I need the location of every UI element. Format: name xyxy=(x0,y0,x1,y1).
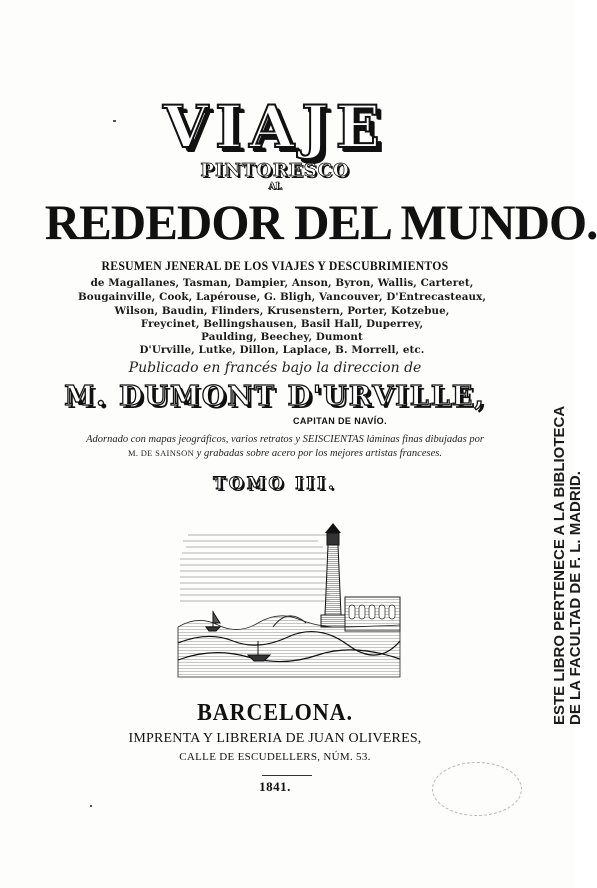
library-stamp-line1: ESTE LIBRO PERTENECE A LA BIBLIOTECA xyxy=(551,405,568,725)
author-name: M. DUMONT D'URVILLE, xyxy=(64,381,486,412)
ink-speck xyxy=(113,120,116,122)
lighthouse-engraving xyxy=(178,515,400,677)
adornado-line: Adornado con mapas jeográficos, varios retratos y SEISCIENTAS láminas finas dibujadas por xyxy=(86,434,484,445)
city: BARCELONA. xyxy=(197,700,353,726)
explorers-line: Wilson, Baudin, Flinders, Krusenstern, Porter, Kotzebue, xyxy=(114,305,450,317)
title-pintoresco: PINTORESCO xyxy=(200,160,350,181)
explorers-line: Freycinet, Bellingshausen, Basil Hall, Duperrey, xyxy=(140,318,424,330)
explorers-line: D'Urville, Lutke, Dillon, Laplace, B. Morrell, etc. xyxy=(139,344,425,356)
title-al: AL xyxy=(268,182,282,192)
resumen-heading: RESUMEN JENERAL DE LOS VIAJES Y DESCUBRIMIENTOS xyxy=(101,258,449,273)
sainson-name: M. DE SAINSON xyxy=(128,448,195,458)
library-stamp-line2: DE LA FACULTAD DE F. L. MADRID. xyxy=(567,471,584,725)
faint-oval-stamp xyxy=(432,762,522,816)
publicado-line: Publicado en francés bajo la direccion de xyxy=(128,360,422,376)
year: 1841. xyxy=(259,779,291,794)
title-viaje: VIAJE xyxy=(163,93,387,161)
library-stamp xyxy=(480,405,584,725)
author-rank: CAPITAN DE NAVÍO. xyxy=(293,416,387,426)
explorers-line: de Magallanes, Tasman, Dampier, Anson, Byron, Wallis, Carteret, xyxy=(90,277,474,289)
title-rededor-del-mundo: REDEDOR DEL MUNDO. xyxy=(44,194,597,250)
divider-rule xyxy=(262,775,312,776)
explorers-line: Bougainville, Cook, Lapérouse, G. Bligh, Vancouver, D'Entrecasteaux, xyxy=(77,291,487,303)
sainson-rest: y grabadas sobre acero por los mejores artistas franceses. xyxy=(196,448,442,459)
sainson-line xyxy=(35,448,535,459)
explorers-line: Paulding, Beechey, Dumont xyxy=(201,331,363,343)
printer: IMPRENTA Y LIBRERIA DE JUAN OLIVERES, xyxy=(128,731,422,746)
volume-label: TOMO III. xyxy=(213,474,337,494)
ink-speck xyxy=(90,805,92,807)
address: CALLE DE ESCUDELLERS, NÚM. 53. xyxy=(179,751,371,763)
